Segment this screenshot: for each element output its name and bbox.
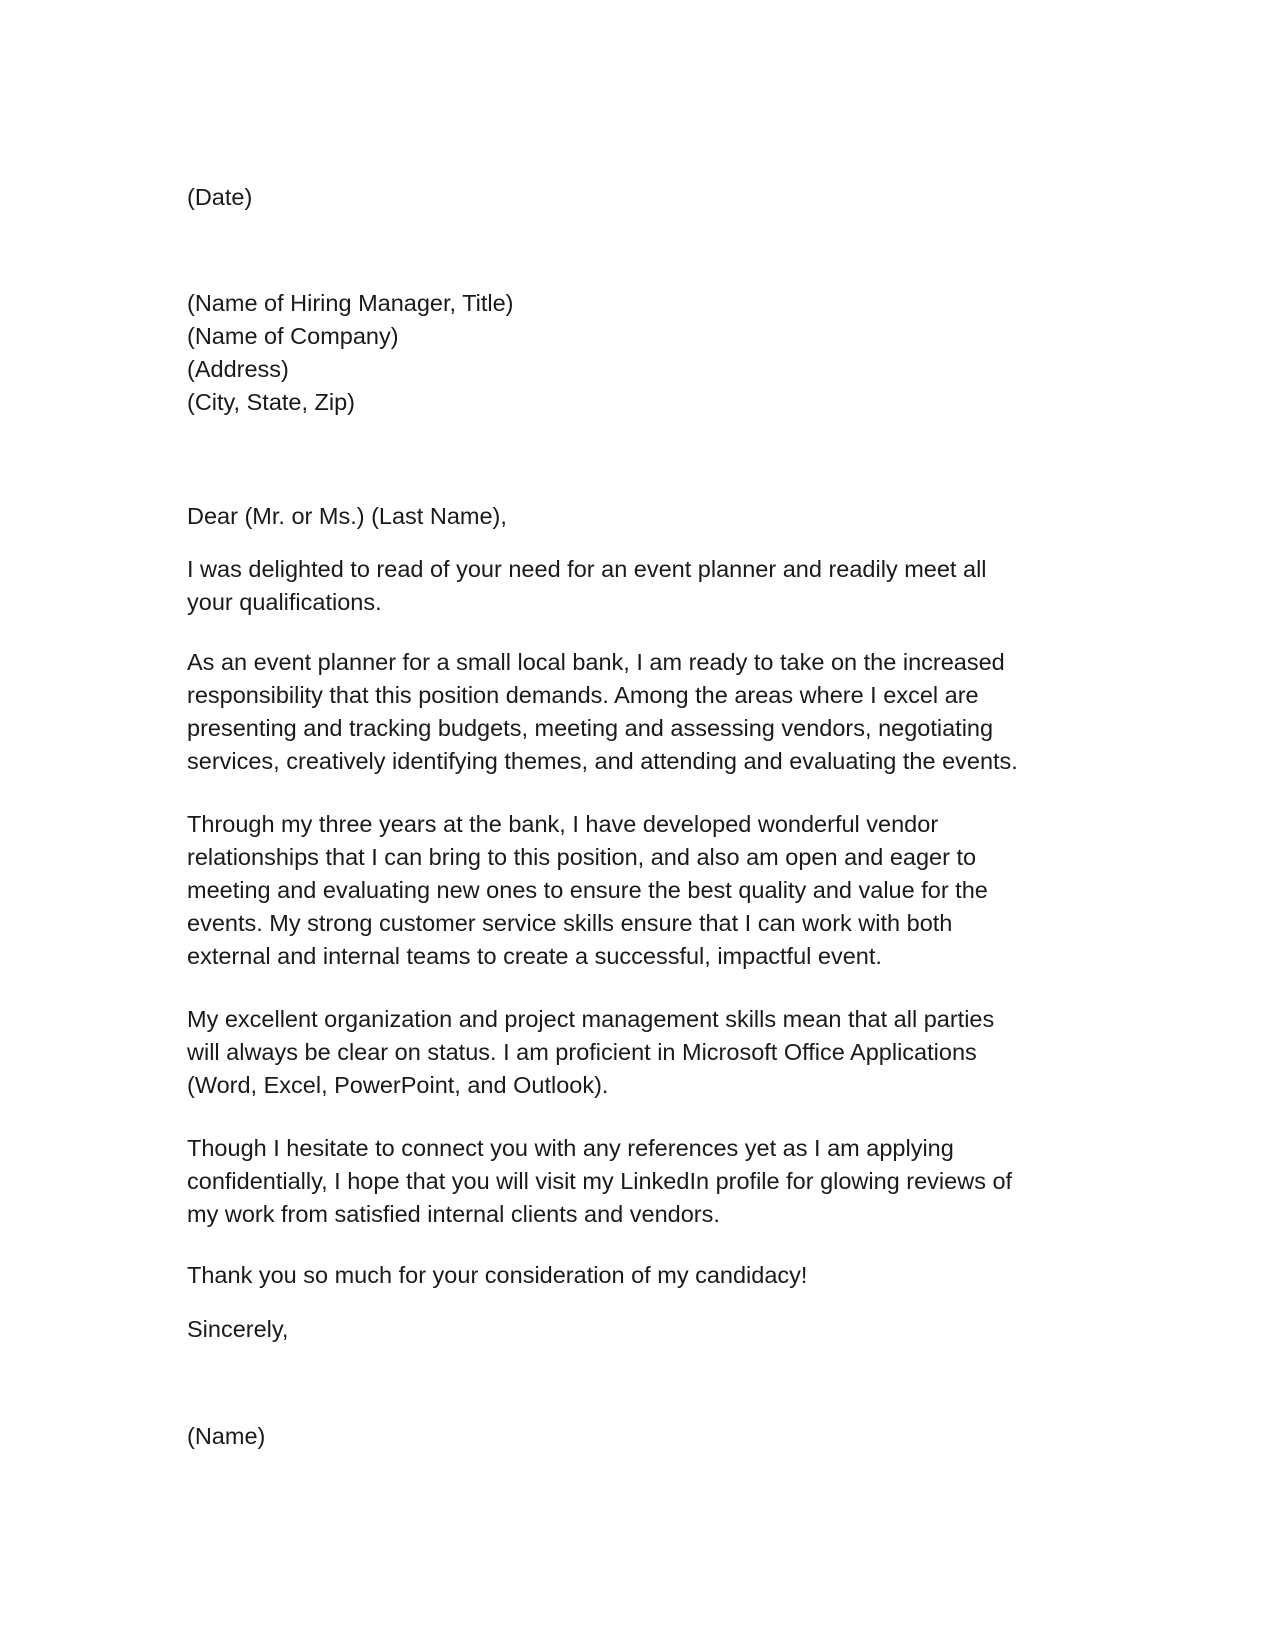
- recipient-address-block: [187, 287, 514, 419]
- paragraph-2: As an event planner for a small local bank, I am ready to take on the increased responsibility that this position demands. Among the areas where I excel are presenting and tracking budgets, meeting and assessing vendors, negotiating services, creatively identifying themes, and attending and evaluating the events.: [187, 649, 1018, 774]
- recipient-company: (Name of Company): [187, 323, 399, 349]
- recipient-address: (Address): [187, 356, 289, 382]
- salutation: Dear (Mr. or Ms.) (Last Name),: [187, 503, 507, 529]
- paragraph-1: I was delighted to read of your need for an event planner and readily meet all your qualifications.: [187, 556, 987, 615]
- signature-name: (Name): [187, 1423, 266, 1449]
- paragraph-6: Thank you so much for your consideration of my candidacy!: [187, 1262, 808, 1288]
- recipient-city-state-zip: (City, State, Zip): [187, 389, 356, 415]
- paragraph-4: My excellent organization and project management skills mean that all parties will always be clear on status. I am proficient in Microsoft Office Applications (Word, Excel, PowerPoint, and Outlook).: [187, 1006, 995, 1098]
- paragraph-3: Through my three years at the bank, I have developed wonderful vendor relationships that I can bring to this position, and also am open and eager to meeting and evaluating new ones to ensure the best quality and value for the events. My strong customer service skills ensure that I can work with both external and internal teams to create a successful, impactful event.: [187, 811, 988, 969]
- date-line: (Date): [187, 184, 253, 210]
- closing: Sincerely,: [187, 1316, 289, 1342]
- recipient-name-title: (Name of Hiring Manager, Title): [187, 290, 514, 316]
- paragraph-5: Though I hesitate to connect you with any references yet as I am applying confidentially, I hope that you will visit my LinkedIn profile for glowing reviews of my work from satisfied internal clients and vendors.: [187, 1135, 1013, 1227]
